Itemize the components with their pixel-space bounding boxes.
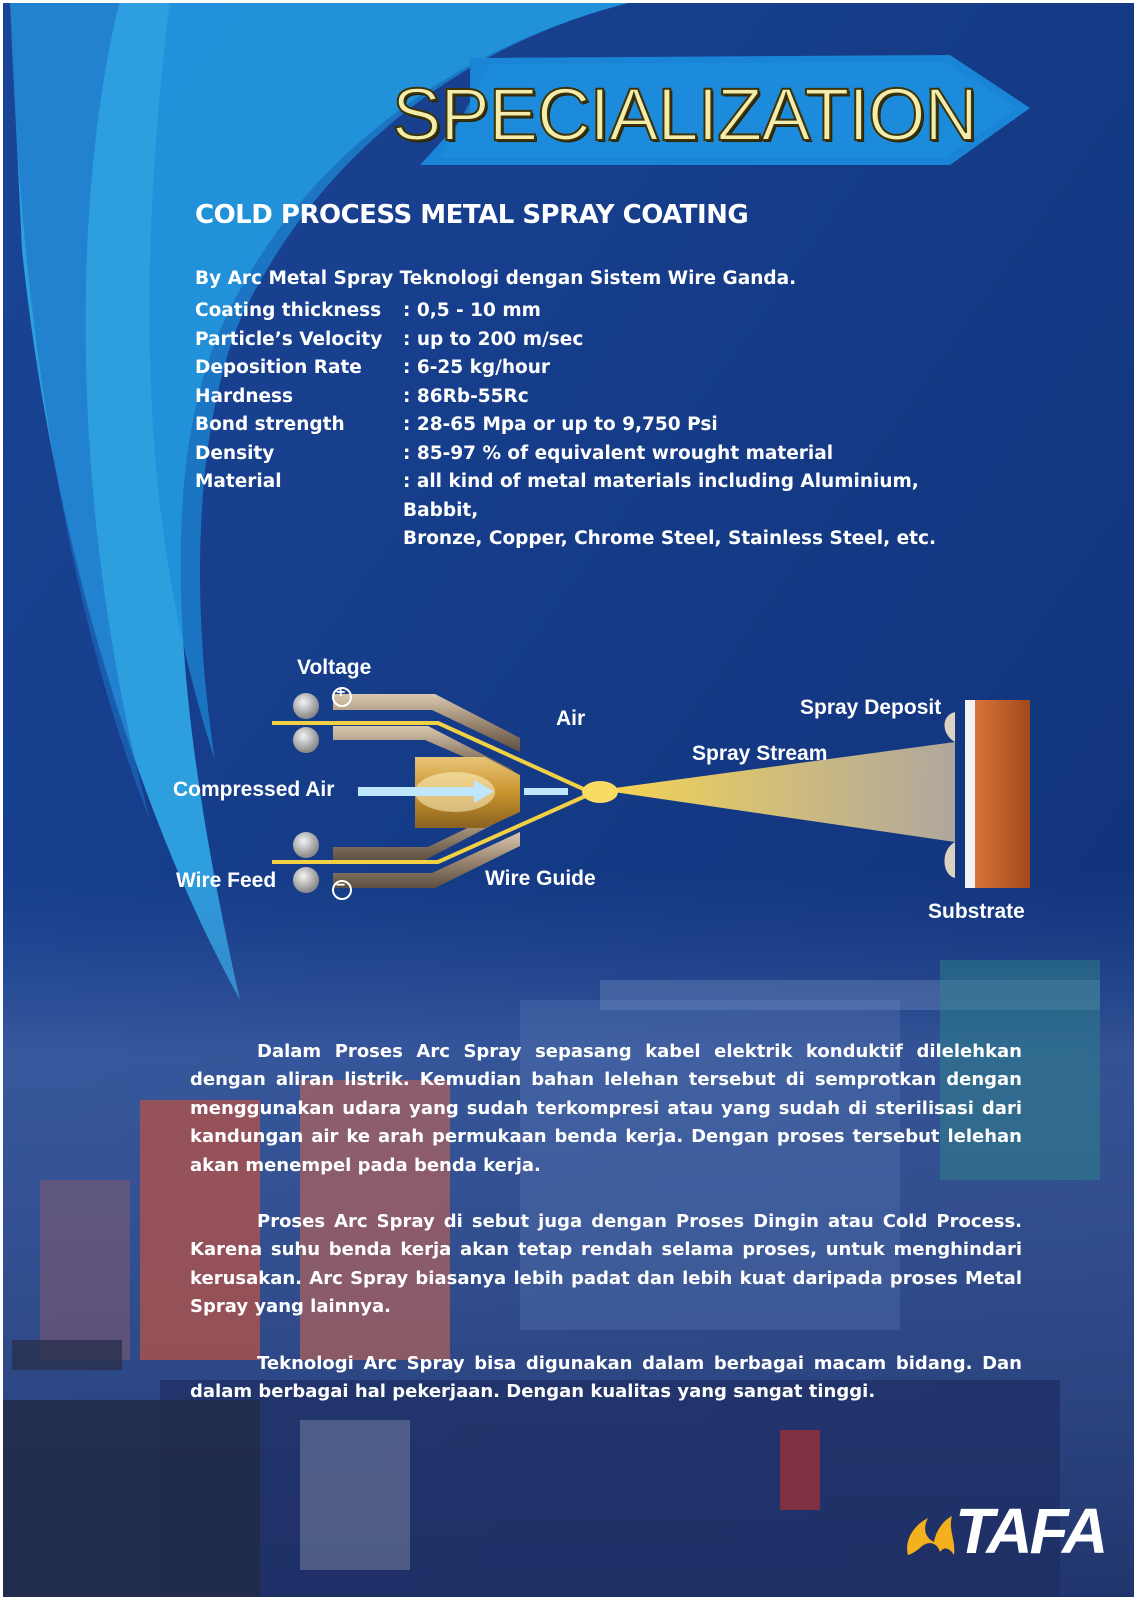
label-voltage: Voltage — [297, 656, 372, 679]
arc-point — [582, 781, 618, 803]
spec-label: Bond strength — [195, 414, 345, 435]
spec-value: : 0,5 - 10 mm — [403, 300, 541, 321]
spec-label: Particle’s Velocity — [195, 328, 383, 350]
roller-icon — [293, 867, 319, 893]
intro-line: By Arc Metal Spray Teknologi dengan Sistem Wire Ganda. — [195, 268, 797, 289]
spec-value: : up to 200 m/sec — [403, 328, 584, 350]
spec-label: Coating thickness — [195, 300, 382, 321]
section-heading: COLD PROCESS METAL SPRAY COATING — [195, 200, 749, 230]
roller-icon — [293, 832, 319, 858]
plus-sign: + — [336, 684, 346, 701]
body-text — [190, 1038, 1022, 1434]
spec-label: Density — [195, 442, 275, 464]
spec-label: Hardness — [195, 385, 294, 407]
label-spray-stream: Spray Stream — [692, 742, 828, 765]
roller-icon — [293, 693, 319, 719]
label-spray-deposit: Spray Deposit — [800, 696, 942, 719]
page-title: SPECIALIZATION — [392, 73, 977, 156]
substrate-plate — [975, 700, 1030, 888]
label-compressed-air: Compressed Air — [173, 778, 335, 801]
label-air: Air — [556, 707, 586, 730]
logo-text: TAFA — [955, 1495, 1106, 1567]
paragraph: Teknologi Arc Spray bisa digunakan dalam berbagai macam bidang. Dan dalam berbagai hal pekerjaan. Dengan kualitas yang sangat tinggi. — [190, 1352, 1022, 1403]
spec-value: : all kind of metal materials including Aluminium, Babbit, Bronze, Copper, Chrome Steel, Stainless Steel, etc. — [403, 471, 936, 549]
compressed-air-arrow — [358, 787, 478, 796]
paragraph: Proses Arc Spray di sebut juga dengan Proses Dingin atau Cold Process. Karena suhu benda kerja akan tetap rendah selama proses, untuk menghindari kerusakan. Arc Spray biasanya lebih padat dan lebih kuat daripada proses Metal Spray yang lainnya. — [190, 1211, 1022, 1318]
paragraph: Dalam Proses Arc Spray sepasang kabel elektrik konduktif dilelehkan dengan aliran listrik. Kemudian bahan lelehan tersebut di semprotkan dengan menggunakan udara yang sudah terkompresi atau yang sudah di sterilisasi dari kandungan air ke arah permukaan benda kerja. Dengan proses tersebut lelehan akan menempel pada benda kerja. — [190, 1041, 1022, 1176]
spec-value: : 6-25 kg/hour — [403, 357, 551, 378]
spec-value: : 85-97 % of equivalent wrought material — [403, 442, 834, 464]
label-wire-guide: Wire Guide — [485, 867, 596, 890]
spec-value: : 86Rb-55Rc — [403, 385, 529, 407]
spec-value: : 28-65 Mpa or up to 9,750 Psi — [403, 414, 718, 435]
minus-sign: − — [336, 877, 346, 894]
spec-label: Material — [195, 471, 282, 492]
roller-icon — [293, 727, 319, 753]
label-wire-feed: Wire Feed — [176, 869, 277, 892]
spec-label: Deposition Rate — [195, 357, 362, 378]
label-substrate: Substrate — [928, 900, 1025, 923]
